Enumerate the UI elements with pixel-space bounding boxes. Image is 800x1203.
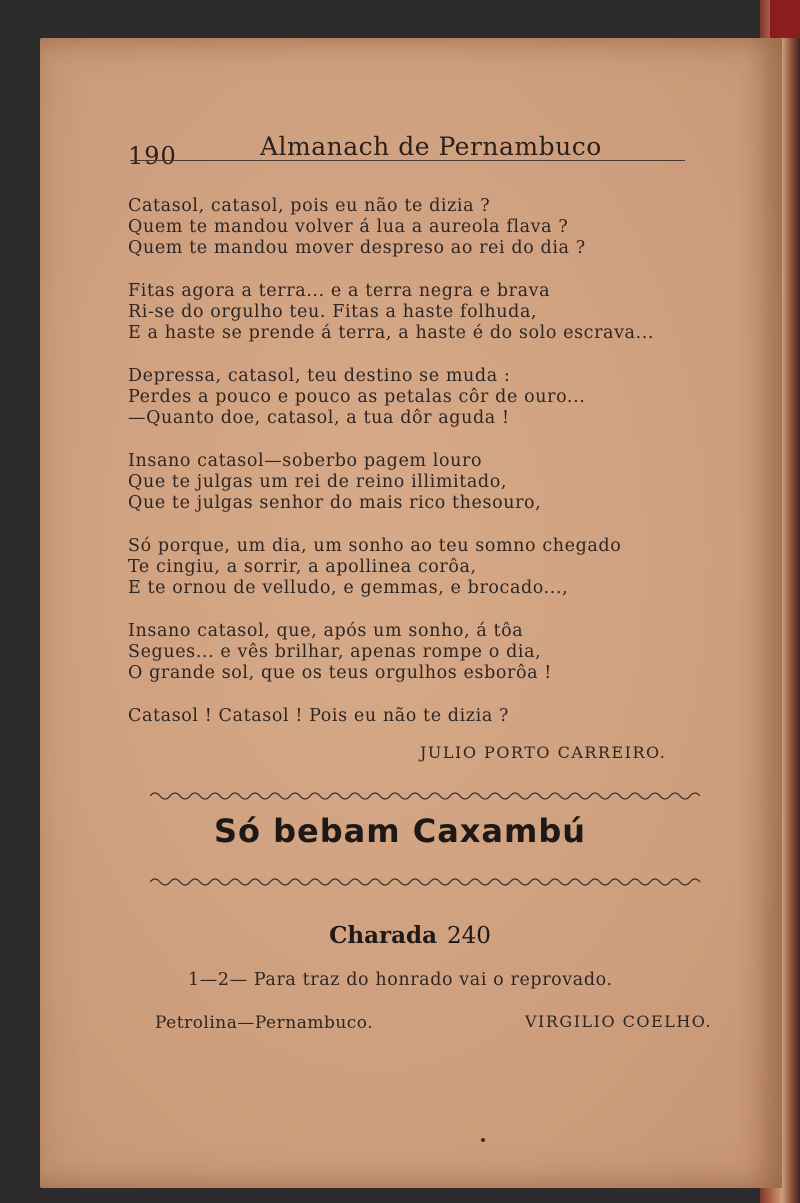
poem-line: Catasol ! Catasol ! Pois eu não te dizia ? bbox=[128, 706, 510, 726]
page-number: 190 bbox=[128, 142, 177, 170]
charada-title: Charada bbox=[329, 922, 438, 949]
poem-line: Insano catasol—soberbo pagem louro bbox=[128, 451, 483, 471]
header-rule bbox=[130, 160, 685, 161]
poem-stanza bbox=[128, 536, 708, 599]
poem-line: O grande sol, que os teus orgulhos esborôa ! bbox=[128, 663, 552, 683]
charada-signer: VIRGILIO COELHO. bbox=[525, 1012, 713, 1031]
poem-line: Perdes a pouco e pouco as petalas côr de ouro... bbox=[128, 387, 586, 407]
poem-line: Catasol, catasol, pois eu não te dizia ? bbox=[128, 196, 491, 216]
poem-line: Segues... e vês brilhar, apenas rompe o dia, bbox=[128, 642, 542, 662]
charada-riddle: 1—2— Para traz do honrado vai o reprovado. bbox=[188, 970, 613, 990]
poem-line: Depressa, catasol, teu destino se muda : bbox=[128, 366, 511, 386]
poem-line: Quem te mandou mover despreso ao rei do dia ? bbox=[128, 238, 586, 258]
poem-stanza bbox=[128, 451, 708, 514]
book-cover-corner bbox=[770, 0, 800, 38]
poem-line: Que te julgas um rei de reino illimitado, bbox=[128, 472, 508, 492]
poem-stanza bbox=[128, 366, 708, 429]
charada-number: 240 bbox=[447, 923, 491, 949]
wavy-divider bbox=[150, 790, 700, 802]
charada-heading bbox=[0, 922, 800, 949]
running-title: Almanach de Pernambuco bbox=[260, 132, 602, 161]
page-header bbox=[90, 128, 690, 172]
poem-author: JULIO PORTO CARREIRO. bbox=[420, 743, 667, 762]
poem-line: —Quanto doe, catasol, a tua dôr aguda ! bbox=[128, 408, 510, 428]
poem-line: Ri-se do orgulho teu. Fitas a haste folhuda, bbox=[128, 302, 538, 322]
ink-speck bbox=[481, 1138, 485, 1142]
poem-line: Te cingiu, a sorrir, a apollinea corôa, bbox=[128, 557, 477, 577]
poem-line: E te ornou de velludo, e gemmas, e brocado..., bbox=[128, 578, 569, 598]
poem-stanza bbox=[128, 196, 708, 259]
poem-line: Só porque, um dia, um sonho ao teu somno chegado bbox=[128, 536, 622, 556]
poem bbox=[128, 196, 708, 749]
wavy-divider bbox=[150, 876, 702, 888]
poem-stanza bbox=[128, 281, 708, 344]
advert-title: Só bebam Caxambú bbox=[213, 812, 587, 850]
poem-line: Quem te mandou volver á lua a aureola flava ? bbox=[128, 217, 569, 237]
poem-stanza bbox=[128, 706, 708, 727]
poem-stanza bbox=[128, 621, 708, 684]
poem-line: Fitas agora a terra... e a terra negra e brava bbox=[128, 281, 551, 301]
charada-place: Petrolina—Pernambuco. bbox=[155, 1013, 374, 1033]
poem-line: E a haste se prende á terra, a haste é do solo escrava... bbox=[128, 323, 655, 343]
poem-line: Que te julgas senhor do mais rico thesouro, bbox=[128, 493, 542, 513]
poem-line: Insano catasol, que, após um sonho, á tôa bbox=[128, 621, 524, 641]
